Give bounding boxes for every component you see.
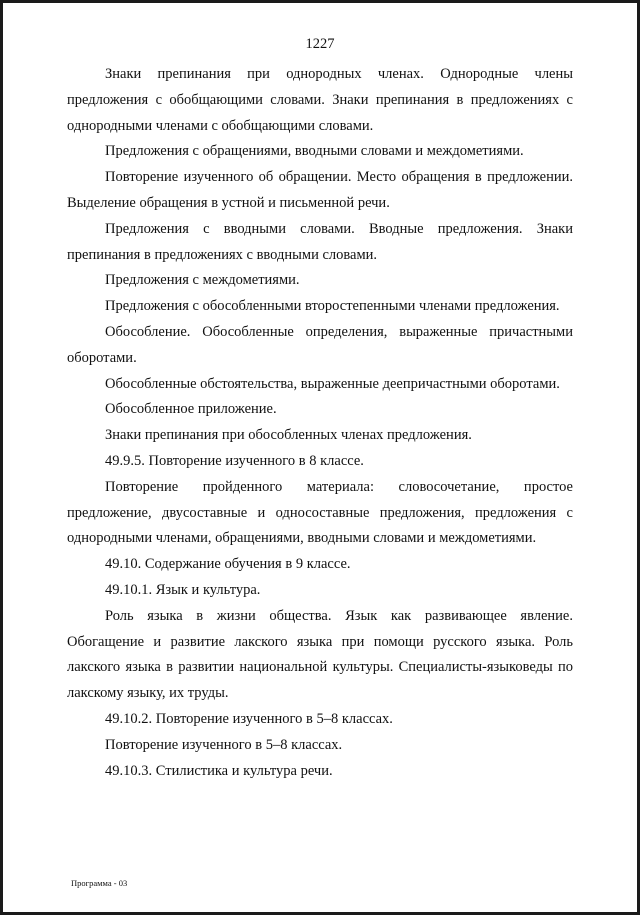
section-heading: 49.10.2. Повторение изученного в 5–8 классах. bbox=[105, 710, 393, 727]
section-heading: 49.9.5. Повторение изученного в 8 классе. bbox=[105, 452, 364, 469]
section-heading: 49.10.3. Стилистика и культура речи. bbox=[105, 762, 333, 779]
scan-border-left bbox=[0, 0, 3, 915]
paragraph: Предложения с обращениями, вводными словами и междометиями. bbox=[105, 143, 524, 160]
paragraph: Знаки препинания при обособленных членах предложения. bbox=[105, 427, 472, 444]
paragraph: Обособленные обстоятельства, выраженные деепричастными оборотами. bbox=[105, 375, 560, 392]
scan-border-top bbox=[0, 0, 640, 3]
paragraph: Обособление. Обособленные определения, выраженные причастными оборотами. bbox=[67, 323, 573, 366]
paragraph: Предложения с вводными словами. Вводные предложения. Знаки препинания в предложениях с вводными словами. bbox=[67, 220, 573, 263]
paragraph: Роль языка в жизни общества. Язык как развивающее явление. Обогащение и развитие лакского языка при помощи русского языка. Роль лакского языка в развитии национальной культуры. Специалисты-языковеды по лакскому языку, их труды. bbox=[67, 607, 573, 702]
paragraph: Предложения с обособленными второстепенными членами предложения. bbox=[105, 298, 560, 315]
paragraph: Предложения с междометиями. bbox=[105, 272, 300, 289]
document-body bbox=[67, 62, 573, 784]
paragraph: Знаки препинания при однородных членах. Однородные члены предложения с обобщающими словами. Знаки препинания в предложениях с однородными членами с обобщающими словами. bbox=[67, 66, 573, 134]
section-heading: 49.10.1. Язык и культура. bbox=[105, 581, 261, 598]
section-heading: 49.10. Содержание обучения в 9 классе. bbox=[105, 556, 351, 573]
footer-label: Программа - 03 bbox=[71, 878, 128, 888]
page-number: 1227 bbox=[305, 36, 335, 52]
paragraph: Повторение изученного об обращении. Место обращения в предложении. Выделение обращения в устной и письменной речи. bbox=[67, 169, 573, 211]
paragraph: Повторение пройденного материала: словосочетание, простое предложение, двусоставные и односоставные предложения, предложения с однородными членами, обращениями, вводными словами и междометиями. bbox=[67, 478, 573, 547]
paragraph: Повторение изученного в 5–8 классах. bbox=[105, 736, 343, 753]
paragraph: Обособленное приложение. bbox=[105, 401, 277, 418]
